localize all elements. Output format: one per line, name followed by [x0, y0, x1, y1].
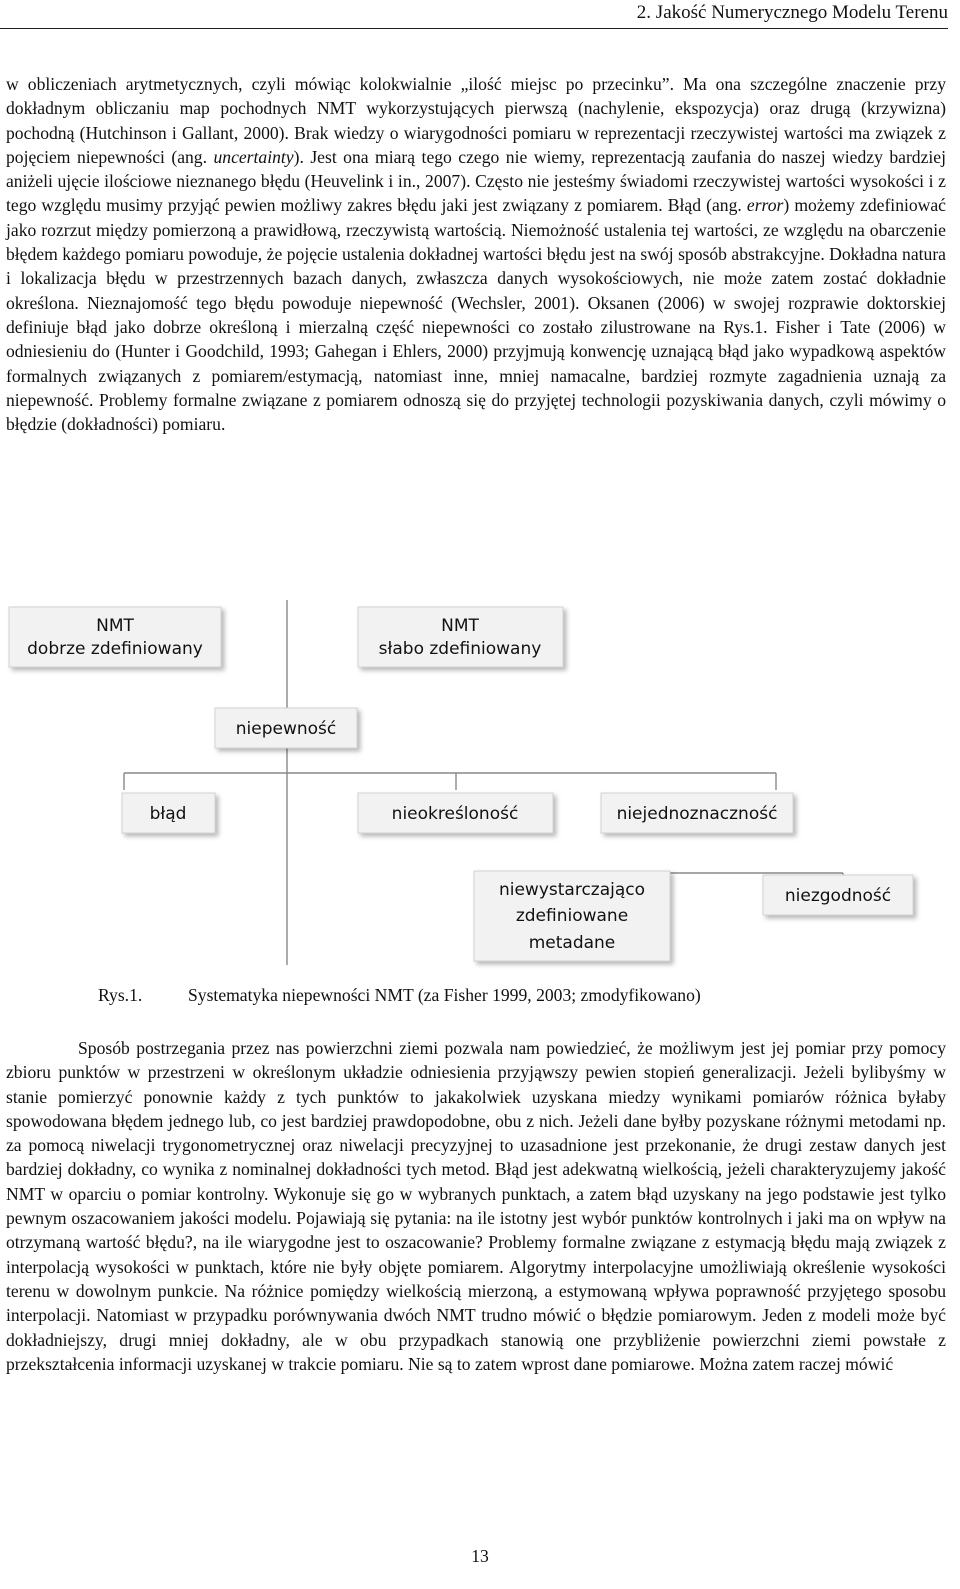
insufficient-metadata-line3: metadane [528, 933, 616, 953]
figure-caption [0, 985, 960, 1011]
box-vagueness [358, 793, 553, 833]
running-header [0, 0, 948, 29]
page-number: 13 [471, 1546, 489, 1566]
ambiguity-label: niejednoznaczność [616, 804, 778, 824]
body-paragraph-2: Sposób postrzegania przez nas powierzchni ziemi pozwala nam powiedzieć, że możliwym jest jej pomiar przy pomocy zbioru punktów w przestrzeni w określonym układzie odniesienia przyjąwszy pewien stopień generalizacji. Jeżeli bylibyśmy w stanie pomierzyć ponownie każdy z tych punktów to jakakolwiek uzyskana miedzy wynikami pomiarów różnica byłaby spowodowana błędem jednego lub, co jest bardziej prawdopodobne, obu z nich. Jeżeli dane byłby pozyskane różnymi metodami np. za pomocą niwelacji trygonometrycznej oraz niwelacji precyzyjnej to uzasadnione jest przekonanie, że drugi zestaw danych jest bardziej dokładny, co wynika z nominalnej dokładności tych metod. Błąd jest adekwatną wielkością, jeżeli charakteryzujemy jakość NMT w oparciu o pomiar kontrolny. Wykonuje się go w wybranych punktach, a zatem błąd uzyskany na jego podstawie jest tylko pewnym oszacowaniem jakości modelu. Pojawiają się pytania: na ile istotny jest wybór punktów kontrolnych i jaki ma on wpływ na otrzymaną wartość błędu?, na ile wiarygodne jest to oszacowanie? Problemy formalne związane z estymacją błędu mają związek z interpolacją wysokości w punktach, które nie były objęte pomiarem. Algorytmy interpolacyjne umożliwiają określenie wysokości terenu w dowolnym punkcie. Na różnice pomiędzy wielkością mierzoną, a estymowaną wpływa poprawność przyjętego sposobu interpolacji. Natomiast w przypadku porównywania dwóch NMT trudno mówić o błędzie pomiarowym. Jeden z modeli może być dokładniejszy, drugi mniej dokładny, ale w obu przypadkach stanowią one przybliżenie powierzchni ziemi powstałe z przekształcenia informacji uzyskanej w trakcie pomiaru. Nie są to zatem wprost dane pomiarowe. Można zatem raczej mówić [6, 1038, 946, 1374]
caption-number: Rys.1. [98, 985, 143, 1005]
box-ambiguity [601, 793, 793, 833]
paragraph-1-part-1: w obliczeniach arytmetycznych, czyli mówiąc kolokwialnie „ilość miejsc po przecinku”. Ma ona szczególne znaczenie przy dokładnym obliczaniu map pochodnych NMT wykorzystujących pierwszą (nachylenie, ekspozycja) oraz drugą (krzywizna) pochodną (Hutchinson i Gallant, 2000). Brak wiedzy o wiarygodności pomiaru w reprezentacji rzeczywistej wartości ma związek z pojęciem niepewności (ang. [6, 74, 946, 167]
box-uncertainty [215, 708, 357, 748]
nmt-well-defined-line1: NMT [96, 616, 134, 636]
running-title: 2. Jakość Numerycznego Modelu Terenu [636, 2, 948, 23]
caption-text: Systematyka niepewności NMT (za Fisher 1999, 2003; zmodyfikowano) [188, 985, 701, 1005]
paragraph-1-part-3: ) możemy zdefiniować jako rozrzut między pomierzoną a prawidłową, rzeczywistą wartością. Niemożność ustalenia tej wartości, ze względu na obarczenie błędem każdego pomiaru powoduje, że pojęcie ustalenia dokładnej wartości błędu jest na swój sposób abstrakcyjne. Dokładna natura i lokalizacja błędu w przestrzennych bazach danych, zwłaszcza danych wysokościowych, nie może zatem zostać dokładnie określona. Nieznajomość tego błędu powoduje niepewność (Wechsler, 2001). Oksanen (2006) w swojej rozprawie doktorskiej definiuje błąd jako dobrze określoną i mierzalną część niepewności co zostało zilustrowane na Rys.1. Fisher i Tate (2006) w odniesieniu do (Hunter i Goodchild, 1993; Gahegan i Ehlers, 2000) przyjmują konwencję uznającą błąd jako wypadkową aspektów formalnych związanych z pomiarem/estymacją, natomiast inne, mniej namacalne, bardziej rozmyte zagadnienia uznają za niepewność. Problemy formalne związane z pomiarem odnoszą się do przyjętej technologii pozyskiwania danych, czyli mówimy o błędzie (dokładności) pomiaru. [6, 195, 946, 435]
box-insufficient-metadata [474, 871, 670, 961]
nmt-poorly-defined-line1: NMT [441, 616, 479, 636]
uncertainty-label: niepewność [235, 719, 337, 739]
box-nmt-well-defined [9, 607, 221, 667]
paragraph-1-part-2: ). Jest ona miarą tego czego nie wiemy, reprezentacją zaufania do naszej wiedzy bardziej aniżeli ujęcie ilościowe nieznanego błędu (Heuvelink i in., 2007). Często nie jesteśmy świadomi rzeczywistej wartości wysokości i z tego względu musimy przyjąć pewien możliwy zakres błędu jaki jest związany z pomiarem. Błąd (ang. [6, 146, 946, 216]
nmt-well-defined-line2: dobrze zdefiniowany [27, 639, 203, 659]
box-discord [763, 875, 913, 915]
discord-label: niezgodność [784, 886, 892, 906]
vagueness-label: nieokreśloność [391, 804, 519, 824]
body-paragraph-1 [6, 72, 946, 577]
term-error: error [746, 195, 784, 216]
box-nmt-poorly-defined [358, 607, 563, 667]
box-error [122, 793, 215, 833]
term-uncertainty: uncertainty [213, 146, 294, 167]
insufficient-metadata-line2: zdefiniowane [515, 906, 629, 926]
insufficient-metadata-line1: niewystarczająco [498, 880, 646, 900]
uncertainty-diagram [0, 590, 960, 985]
nmt-poorly-defined-line2: słabo zdefiniowany [378, 639, 542, 659]
error-label: błąd [149, 804, 187, 824]
